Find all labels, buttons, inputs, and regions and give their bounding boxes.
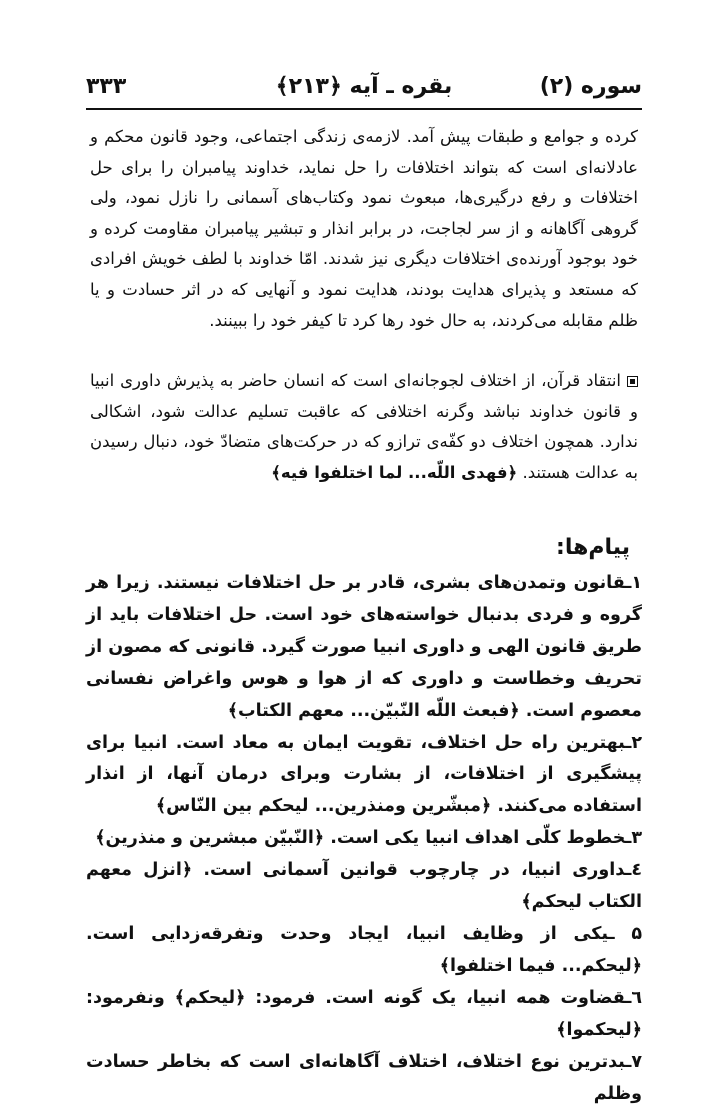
item-text: بدترین نوع اختلاف، اختلاف آگاهانه‌ای است که بخاطر حسادت وظلم [86, 1051, 642, 1104]
verse-quote: ﴿فهدی اللّه... لما اختلفوا فیه﴾ [271, 462, 518, 482]
item-number: ۳ـ [625, 828, 642, 849]
list-item [86, 855, 642, 919]
item-text: قانون وتمدن‌های بشری، قادر بر حل اختلافات نیستند. زیرا هر گروه و فردی بدنبال خواسته‌های خود است. حل اختلافات باید از طریق قانون الهی و داوری انبیا صورت گیرد. قانونی که مصون از تحریف وخطاست و داوری که از هوا و هوس واغراض نفسانی معصوم است. [86, 573, 642, 721]
list-item [86, 1047, 642, 1110]
verse-quote: ﴿لیحکم... فیما اختلفوا﴾ [439, 955, 642, 976]
header-divider [86, 108, 642, 110]
messages-list [86, 568, 642, 1110]
item-text: قضاوت همه انبیا، یک گونه است. فرمود: [255, 987, 626, 1008]
item-text: بهترین راه حل اختلاف، تقویت ایمان به معاد است. انبیا برای پیشگیری از اختلافات، از بشارت وبرای درمان آنها، از انذار استفاده می‌کنند. [86, 732, 642, 817]
item-number: ٦ـ [625, 987, 642, 1008]
page-number: ۳۳۳ [86, 74, 127, 99]
square-bullet-icon [627, 376, 638, 387]
note-text: انتقاد قرآن، از اختلاف لجوجانه‌ای است که انسان حاضر به پذیرش داوری انبیا و قانون خداوند نباشد وگرنه اختلافی که عاقبت تسلیم عدالت شود، اشکالی ندارد. همچون اختلاف دو کفّه‌ی ترازو که در حرکت‌های متضادّ خود، دنبال رسیدن به عدالت هستند. [90, 371, 638, 482]
item-number: ۷ـ [625, 1051, 642, 1072]
note-paragraph [90, 366, 638, 488]
item-number: ۵ ـ [608, 923, 643, 944]
page-header [86, 74, 642, 104]
list-item [86, 983, 642, 1047]
list-item [86, 919, 642, 983]
item-number: ۲ـ [625, 732, 642, 753]
item-number: ۱ـ [625, 573, 642, 593]
verse-quote: ﴿لیحکم﴾ ونفرمود: ﴿لیحکموا﴾ [86, 987, 642, 1040]
verse-quote: ﴿انزل معهم الکتاب لیحکم﴾ [86, 860, 642, 913]
verse-quote: ﴿النّبیّن مبشرین و منذرین﴾ [95, 828, 325, 849]
list-item [86, 728, 642, 824]
chapter-verse-title: بقره ـ آیه ﴿۲۱۳﴾ [275, 74, 453, 99]
list-item [86, 823, 642, 855]
item-text: یکی از وظایف انبیا، ایجاد وحدت وتفرقه‌زدایی است. [86, 923, 609, 944]
verse-quote: ﴿مبشّرین ومنذرین... لیحکم بین النّاس﴾ [155, 796, 492, 817]
surah-label: سوره (۲) [539, 74, 642, 99]
list-item [86, 568, 642, 728]
verse-quote: ﴿فبعث اللّه النّبیّن... معهم الکتاب﴾ [227, 700, 520, 721]
messages-heading: پیام‌ها: [556, 535, 630, 560]
item-number: ٤ـ [625, 860, 642, 881]
commentary-paragraph: کرده و جوامع و طبقات پیش آمد. لازمه‌ی زندگی اجتماعی، وجود قانون محکم و عادلانه‌ای است که بتواند اختلافات را حل نماید، خداوند پیامبران را برای حل اختلافات و رفع درگیری‌ها، مبعوث نمود وکتاب‌های آسمانی را نازل نمود، ولی گروهی آگاهانه و از سر لجاجت، در برابر انذار و تبشیر پیامبران مقاومت کرده و خود بوجود آورنده‌ی اختلافات دیگری نیز شدند. امّا خداوند با لطف خویش افرادی که مستعد و پذیرای هدایت بودند، هدایت نمود و آنهایی که در اثر حسادت و یا ظلم مقابله می‌کردند، به حال خود رها کرد تا کیفر خود را ببینند. [90, 127, 638, 330]
item-text: داوری انبیا، در چارچوب قوانین آسمانی است. [203, 860, 626, 881]
item-text: خطوط کلّی اهداف انبیا یکی است. [330, 828, 626, 849]
